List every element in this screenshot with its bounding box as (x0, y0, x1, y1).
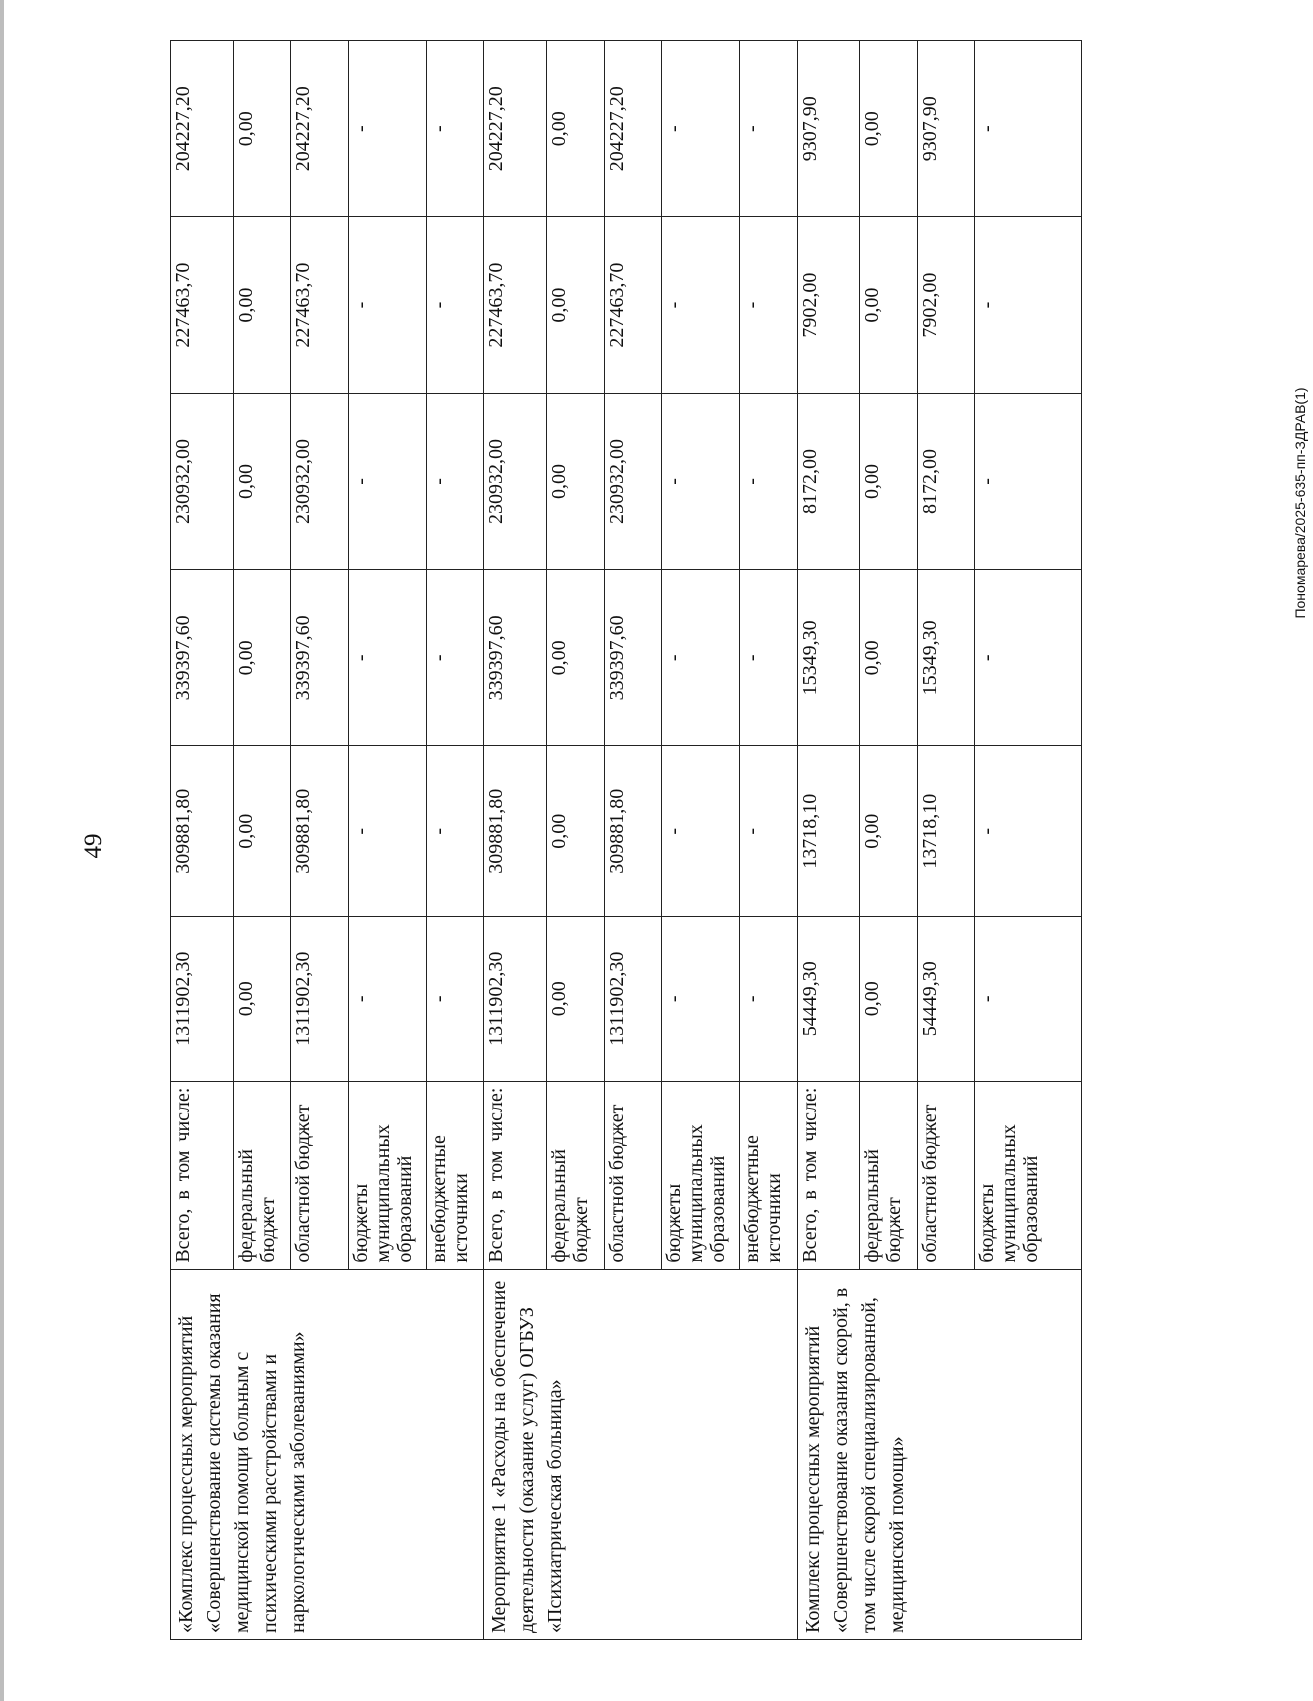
value-cell: - (975, 393, 1082, 569)
value-cell: 0,00 (547, 570, 604, 746)
value-cell: - (348, 916, 426, 1081)
value-cell: - (975, 41, 1082, 217)
value-cell: 0,00 (547, 393, 604, 569)
value-cell: 309881,80 (484, 746, 547, 916)
value-cell: - (661, 41, 739, 217)
block-name: «Комплекс процессных мероприятий «Совершенствование системы оказания медицинской помощи больным с психическими расстройствами и наркологическими заболеваниями» (175, 1293, 309, 1633)
value-cell: 204227,20 (604, 41, 661, 217)
value-cell: - (740, 41, 797, 217)
value-cell: 230932,00 (291, 393, 348, 569)
value-cell: - (740, 570, 797, 746)
value-cell: 7902,00 (797, 217, 860, 393)
value-cell: 0,00 (233, 570, 290, 746)
funding-source-cell: бюджеты муниципальных образований (348, 1081, 426, 1269)
document-id: Пономарева/2025-635-пп-ЗДРАВ(1) (1292, 387, 1308, 619)
value-cell: 15349,30 (917, 570, 974, 746)
value-cell: 0,00 (233, 393, 290, 569)
value-cell: - (426, 916, 483, 1081)
value-cell: 0,00 (547, 916, 604, 1081)
funding-source-cell: Всего, в том числе: (797, 1081, 860, 1269)
value-cell: - (975, 570, 1082, 746)
table-row (797, 41, 860, 1640)
value-cell: 54449,30 (797, 916, 860, 1081)
value-cell: 0,00 (547, 41, 604, 217)
rotated-table-container (170, 40, 1082, 1640)
value-cell: 339397,60 (171, 570, 234, 746)
funding-source-cell: Всего, в том числе: (484, 1081, 547, 1269)
value-cell: - (348, 217, 426, 393)
value-cell: 227463,70 (484, 217, 547, 393)
value-cell: 0,00 (860, 746, 917, 916)
table-body (171, 41, 1082, 1640)
value-cell: 8172,00 (917, 393, 974, 569)
funding-source-cell: федеральный бюджет (547, 1081, 604, 1269)
block-name: Мероприятие 1 «Расходы на обеспечение деятельности (оказание услуг) ОГБУЗ «Психиатрическая больница» (488, 1280, 567, 1633)
funding-source-cell: Всего, в том числе: (171, 1081, 234, 1269)
value-cell: 230932,00 (171, 393, 234, 569)
block-name-cell (797, 1269, 1081, 1639)
funding-source-cell: областной бюджет (917, 1081, 974, 1269)
funding-source-cell: областной бюджет (604, 1081, 661, 1269)
value-cell: 204227,20 (171, 41, 234, 217)
value-cell: 0,00 (860, 916, 917, 1081)
value-cell: - (426, 746, 483, 916)
value-cell: - (348, 393, 426, 569)
funding-source-cell: федеральный бюджет (860, 1081, 917, 1269)
value-cell: - (661, 570, 739, 746)
value-cell: 0,00 (547, 217, 604, 393)
value-cell: 0,00 (233, 217, 290, 393)
value-cell: 309881,80 (171, 746, 234, 916)
value-cell: - (426, 570, 483, 746)
value-cell: 7902,00 (917, 217, 974, 393)
funding-source-cell: внебюджетные источники (740, 1081, 797, 1269)
value-cell: 0,00 (860, 217, 917, 393)
block-name-cell (484, 1269, 797, 1639)
value-cell: - (426, 217, 483, 393)
value-cell: 1311902,30 (484, 916, 547, 1081)
value-cell: 227463,70 (604, 217, 661, 393)
value-cell: 1311902,30 (604, 916, 661, 1081)
value-cell: 0,00 (860, 570, 917, 746)
value-cell: - (975, 217, 1082, 393)
value-cell: - (975, 916, 1082, 1081)
value-cell: 0,00 (233, 916, 290, 1081)
value-cell: - (348, 570, 426, 746)
value-cell: 1311902,30 (291, 916, 348, 1081)
funding-source-cell: федеральный бюджет (233, 1081, 290, 1269)
value-cell: - (661, 217, 739, 393)
value-cell: - (661, 916, 739, 1081)
value-cell: - (426, 393, 483, 569)
value-cell: - (661, 393, 739, 569)
value-cell: 0,00 (547, 746, 604, 916)
value-cell: - (740, 217, 797, 393)
value-cell: 1311902,30 (171, 916, 234, 1081)
value-cell: 339397,60 (484, 570, 547, 746)
value-cell: - (426, 41, 483, 217)
value-cell: - (975, 746, 1082, 916)
value-cell: 13718,10 (797, 746, 860, 916)
value-cell: - (740, 746, 797, 916)
value-cell: 8172,00 (797, 393, 860, 569)
value-cell: 54449,30 (917, 916, 974, 1081)
table-row (484, 41, 547, 1640)
value-cell: - (348, 41, 426, 217)
budget-table (170, 40, 1082, 1640)
value-cell: 230932,00 (604, 393, 661, 569)
value-cell: 0,00 (860, 41, 917, 217)
table-row (171, 41, 234, 1640)
value-cell: 227463,70 (171, 217, 234, 393)
value-cell: - (740, 916, 797, 1081)
block-name: Комплекс процессных мероприятий «Совершенствование оказания скорой, в том числе скорой специализированной, медицинской помощи» (801, 1287, 908, 1633)
page-number: 49 (80, 833, 107, 859)
funding-source-cell: областной бюджет (291, 1081, 348, 1269)
value-cell: 227463,70 (291, 217, 348, 393)
value-cell: 9307,90 (797, 41, 860, 217)
block-name-cell (171, 1269, 484, 1639)
value-cell: 0,00 (233, 41, 290, 217)
value-cell: - (740, 393, 797, 569)
value-cell: 339397,60 (291, 570, 348, 746)
value-cell: - (661, 746, 739, 916)
value-cell: 339397,60 (604, 570, 661, 746)
value-cell: 15349,30 (797, 570, 860, 746)
funding-source-cell: бюджеты муниципальных образований (975, 1081, 1082, 1269)
value-cell: 204227,20 (484, 41, 547, 217)
value-cell: 9307,90 (917, 41, 974, 217)
funding-source-cell: бюджеты муниципальных образований (661, 1081, 739, 1269)
value-cell: 309881,80 (291, 746, 348, 916)
value-cell: 230932,00 (484, 393, 547, 569)
scan-edge (0, 0, 4, 1701)
value-cell: 204227,20 (291, 41, 348, 217)
value-cell: 0,00 (233, 746, 290, 916)
value-cell: 0,00 (860, 393, 917, 569)
value-cell: - (348, 746, 426, 916)
value-cell: 13718,10 (917, 746, 974, 916)
value-cell: 309881,80 (604, 746, 661, 916)
funding-source-cell: внебюджетные источники (426, 1081, 483, 1269)
